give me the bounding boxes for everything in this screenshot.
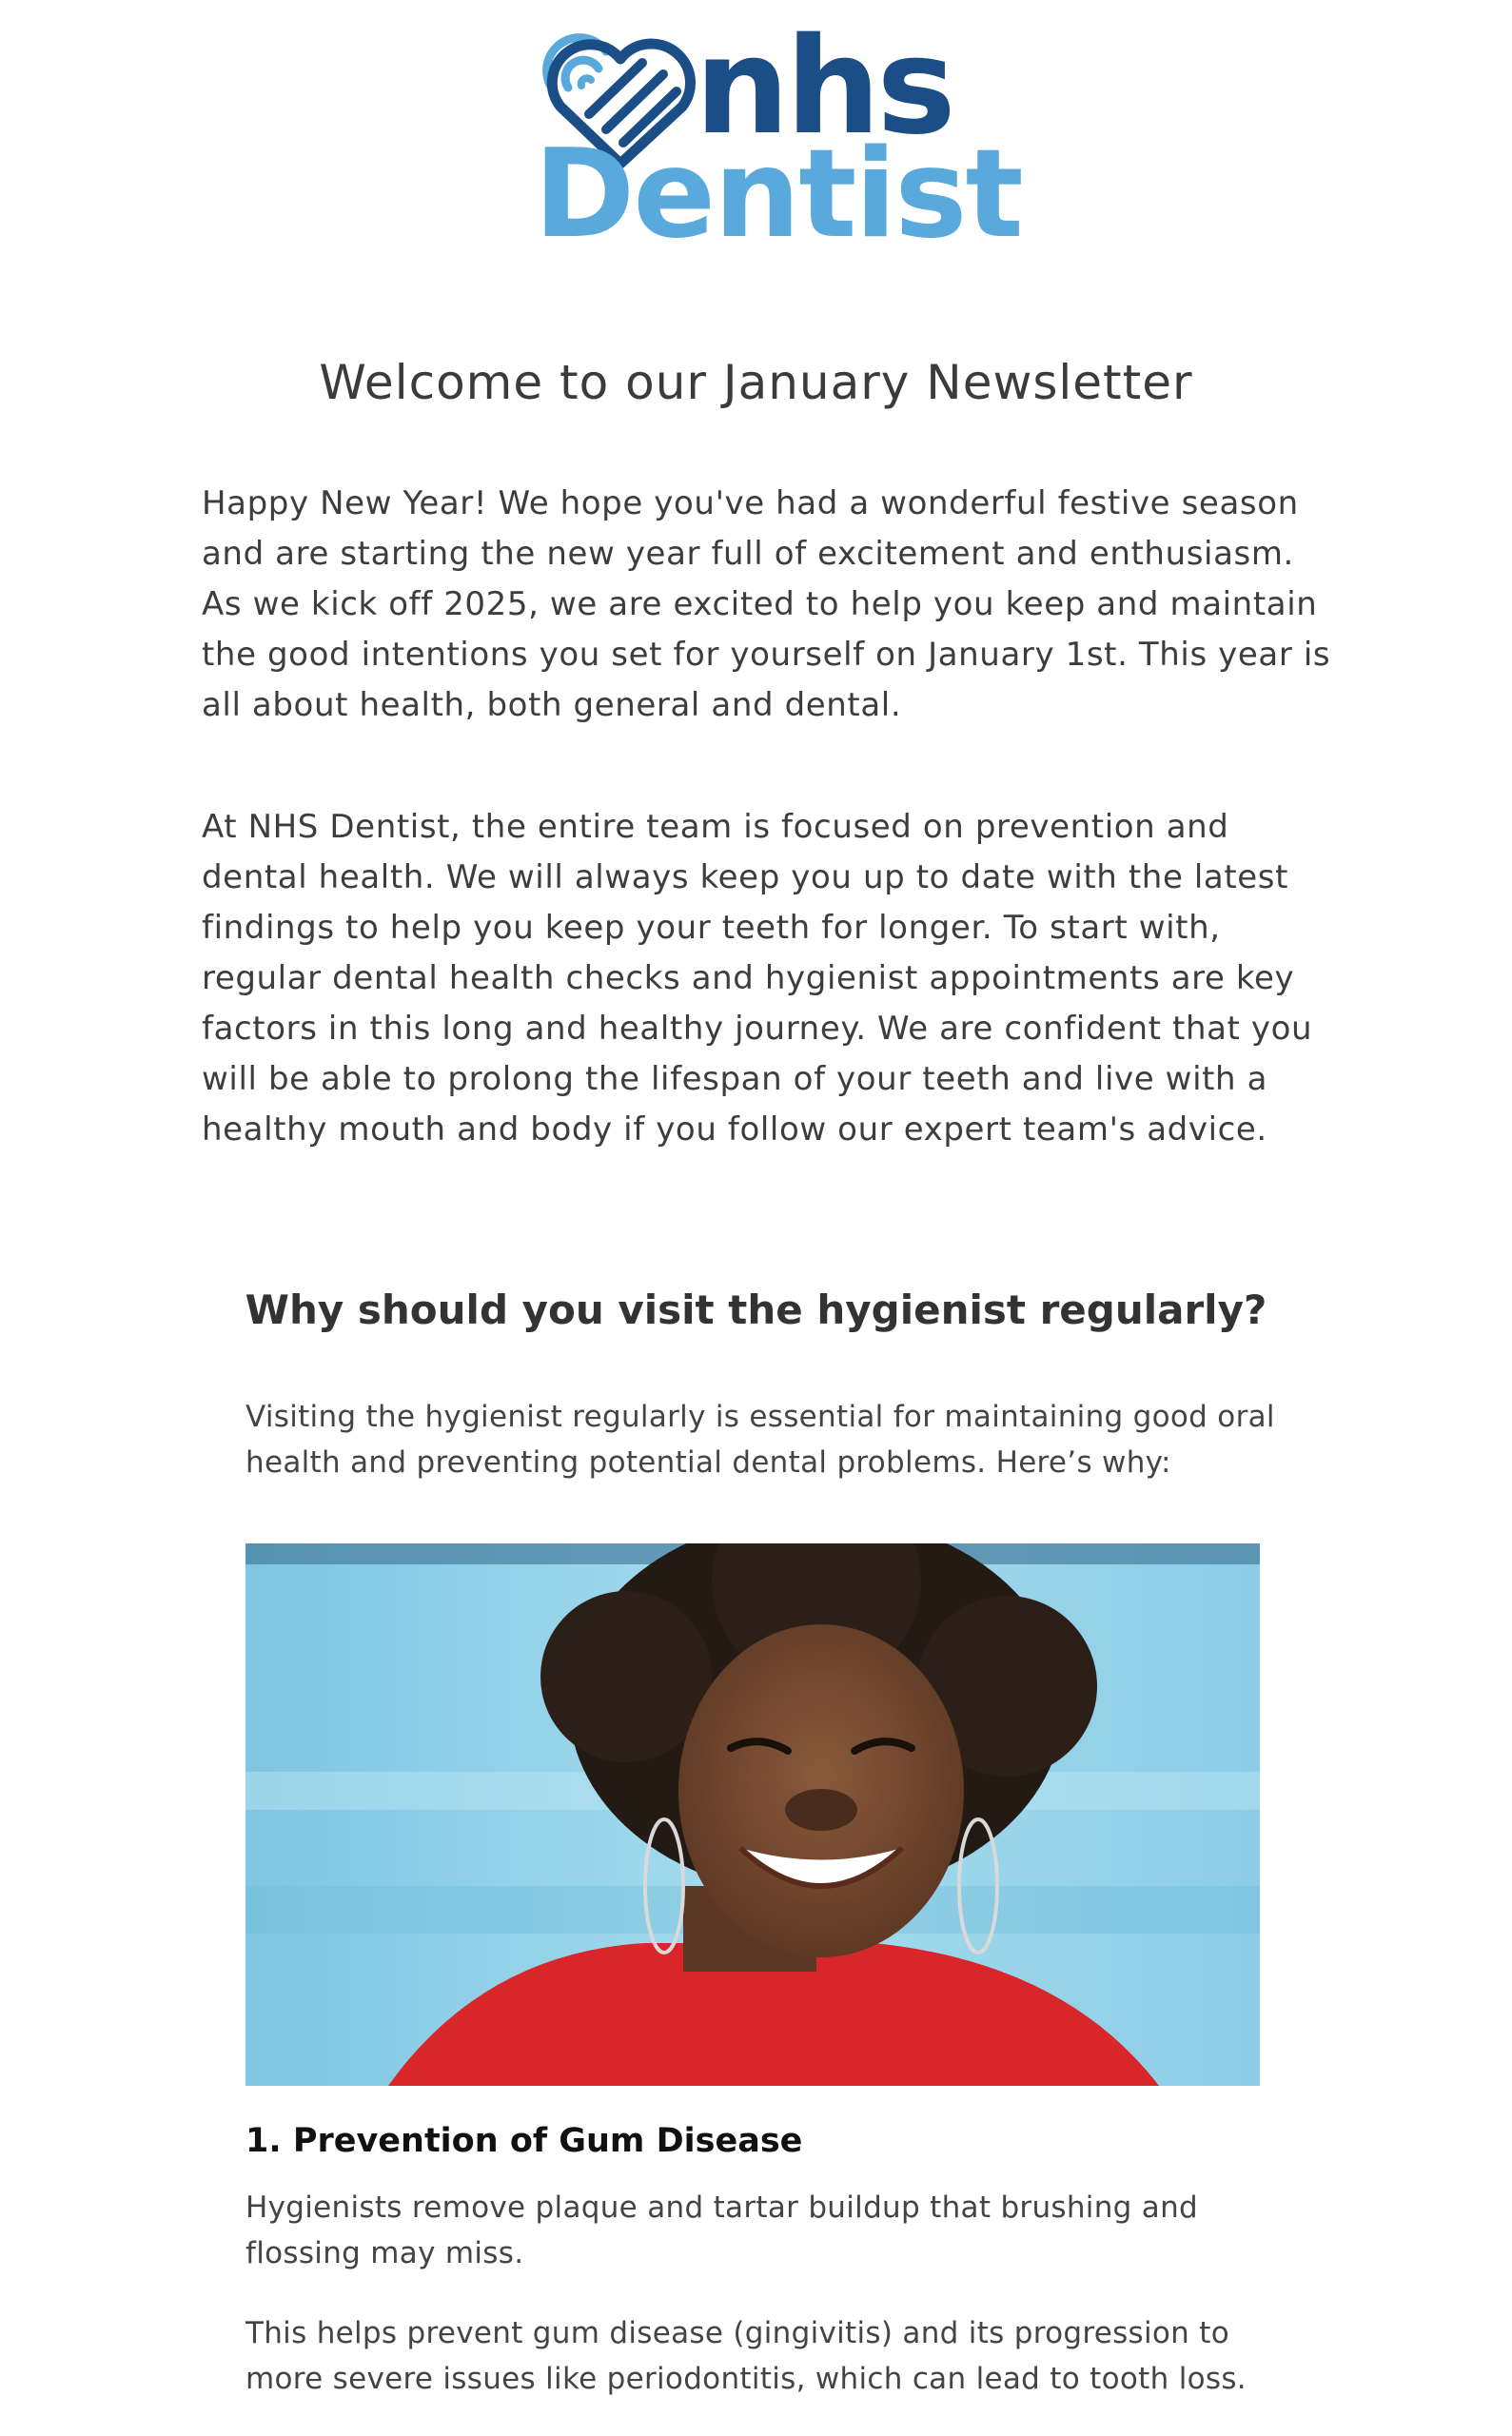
- smiling-woman-photo: [245, 1543, 1260, 2086]
- intro-paragraph-1: Happy New Year! We hope you've had a wonderful festive season and are starting the new year full of excitement and enthusiasm. As we kick off 2025, we are excited to help you keep and maintain the good intentions you set for yourself on January 1st. This year is all about health, both general and dental.: [202, 484, 1331, 724]
- logo-nhs-text: nhs: [695, 10, 952, 165]
- logo-dentist-text: Dentist: [534, 124, 1022, 265]
- section-heading: Why should you visit the hygienist regularly?: [245, 1287, 1267, 1333]
- point-1-paragraph-1: Hygienists remove plaque and tartar buildup that brushing and flossing may miss.: [245, 2190, 1199, 2270]
- point-title-1: 1. Prevention of Gum Disease: [245, 2122, 803, 2160]
- nhs-dentist-logo[interactable]: [528, 10, 1022, 265]
- section-intro: Visiting the hygienist regularly is essential for maintaining good oral health and preventing potential dental problems. Here’s why:: [245, 1400, 1275, 1480]
- newsletter-title: Welcome to our January Newsletter: [319, 355, 1193, 410]
- intro-paragraph-2: At NHS Dentist, the entire team is focused on prevention and dental health. We will always keep you up to date with the latest findings to help you keep your teeth for longer. To start with, regular dental health checks and hygienist appointments are key factors in this long and healthy journey. We are confident that you will be able to prolong the lifespan of your teeth and live with a healthy mouth and body if you follow our expert team's advice.: [202, 808, 1313, 1149]
- point-1-paragraph-2: This helps prevent gum disease (gingivitis) and its progression to more severe issues like periodontitis, which can lead to tooth loss.: [245, 2316, 1247, 2396]
